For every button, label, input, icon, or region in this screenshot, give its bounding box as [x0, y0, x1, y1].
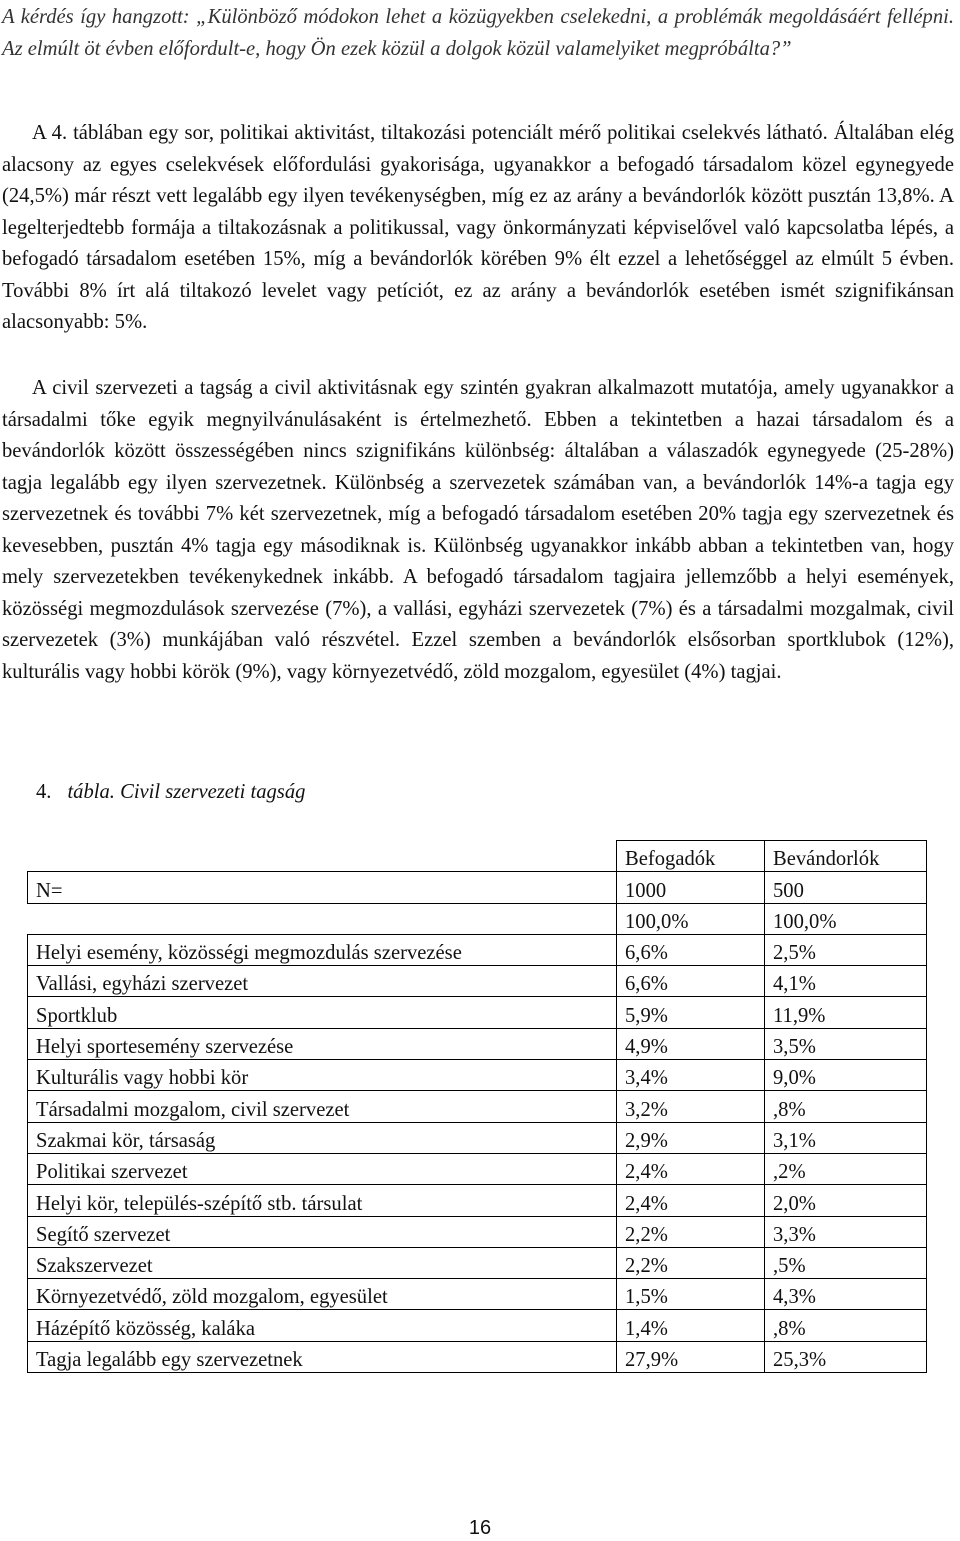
row-label: Szakmai kör, társaság [28, 1122, 617, 1153]
value-bevandorlok: 3,5% [765, 1028, 927, 1059]
table-caption-text: tábla. Civil szervezeti tagság [67, 781, 306, 803]
row-label: Szakszervezet [28, 1247, 617, 1278]
page-number: 16 [468, 1517, 492, 1539]
value-bevandorlok: 3,1% [765, 1122, 927, 1153]
table-row [28, 1091, 927, 1122]
value-befogadok: 2,2% [617, 1247, 765, 1278]
value-befogadok: 6,6% [617, 934, 765, 965]
table-row [28, 1216, 927, 1247]
row-label: Házépítő közösség, kaláka [28, 1310, 617, 1341]
table-row [28, 1341, 927, 1372]
table-row [28, 1153, 927, 1184]
value-bevandorlok: ,5% [765, 1247, 927, 1278]
value-bevandorlok: 2,5% [765, 934, 927, 965]
value-befogadok: 2,4% [617, 1185, 765, 1216]
value-befogadok: 2,4% [617, 1153, 765, 1184]
row-label: Tagja legalább egy szervezetnek [28, 1341, 617, 1372]
value-bevandorlok: ,2% [765, 1153, 927, 1184]
column-header-bevandorlok: Bevándorlók [765, 841, 927, 872]
row-label: Társadalmi mozgalom, civil szervezet [28, 1091, 617, 1122]
value-bevandorlok: ,8% [765, 1091, 927, 1122]
value-befogadok: 27,9% [617, 1341, 765, 1372]
civil-membership-table [27, 840, 927, 1373]
column-header-befogadok: Befogadók [617, 841, 765, 872]
table-row [28, 1122, 927, 1153]
table-corner-cell [28, 841, 617, 872]
value-befogadok: 6,6% [617, 966, 765, 997]
value-befogadok: 2,9% [617, 1122, 765, 1153]
table-row [28, 1247, 927, 1278]
value-bevandorlok: 25,3% [765, 1341, 927, 1372]
row-label-n: N= [28, 872, 617, 903]
row-label: Sportklub [28, 997, 617, 1028]
value-bevandorlok: 4,3% [765, 1279, 927, 1310]
table-row [28, 997, 927, 1028]
n-value-bevandorlok: 500 [765, 872, 927, 903]
value-bevandorlok: 9,0% [765, 1060, 927, 1091]
row-label: Helyi esemény, közösségi megmozdulás szervezése [28, 934, 617, 965]
row-label: Kulturális vagy hobbi kör [28, 1060, 617, 1091]
table-header-row [28, 841, 927, 872]
paragraph-political-activity: A 4. táblában egy sor, politikai aktivitást, tiltakozási potenciált mérő politikai cselekvés látható. Általában elég alacsony az egyes cselekvések előfordulási gyakorisága, ugyanakkor a befogadó társadalom közel egynegyede (24,5%) már részt vett legalább egy ilyen tevékenységben, míg ez az arány a bevándorlók között pusztán 13,8%. A legelterjedtebb formája a tiltakozásnak a politikussal, vagy önkormányzati képviselővel való kapcsolatba lépés, a befogadó társadalom esetében 15%, míg a bevándorlók körében 9% élt ezzel a lehetőséggel az elmúlt 5 évben. További 8% írt alá tiltakozó levelet vagy petíciót, ez az arány a bevándorlók esetében ismét szignifikánsan alacsonyabb: 5%. [2, 122, 954, 333]
value-bevandorlok: 11,9% [765, 997, 927, 1028]
paragraph-civil-membership: A civil szervezeti a tagság a civil aktivitásnak egy szintén gyakran alkalmazott mutatója, amely ugyanakkor a társadalmi tőke egyik megnyilvánulásaként is értelmezhető. Ebben a tekintetben a hazai társadalom és a bevándorlók között összességében nincs szignifikáns különbség: általában a válaszadók egynegyede (25-28%) tagja legalább egy ilyen szervezetnek. Különbség a szervezetek számában van, a bevándorlók 14%-a tagja egy szervezetnek és további 7% két szervezetnek, míg a befogadó társadalom esetében 20% tagja egy szervezetnek és kevesebben, pusztán 4% tagja egy másodiknak is. Különbség ugyanakkor inkább abban a tekintetben van, hogy mely szervezetekben tevékenykednek inkább. A befogadó társadalom tagjaira jellemzőbb a helyi események, közösségi megmozdulások szervezése (7%), a vallási, egyházi szervezetek (7%) és a társadalmi mozgalmak, civil szervezetek (3%) munkájában való részvétel. Ezzel szemben a bevándorlók elsősorban sportklubok (12%), kulturális vagy hobbi körök (9%), vagy környezetvédő, zöld mozgalom, egyesület (4%) tagjai. [2, 377, 954, 683]
table-row [28, 1028, 927, 1059]
pct-value-bevandorlok: 100,0% [765, 903, 927, 934]
table-row-n [28, 872, 927, 903]
table-row [28, 1310, 927, 1341]
value-befogadok: 4,9% [617, 1028, 765, 1059]
value-befogadok: 2,2% [617, 1216, 765, 1247]
table-row [28, 1279, 927, 1310]
question-text: A kérdés így hangzott: „Különböző módokon lehet a közügyekben cselekedni, a problémák megoldásáért fellépni. Az elmúlt öt évben előfordult-e, hogy Ön ezek közül a dolgok közül valamelyiket megpróbálta?” [2, 6, 954, 60]
table-row [28, 1060, 927, 1091]
value-befogadok: 1,4% [617, 1310, 765, 1341]
table-row [28, 934, 927, 965]
value-befogadok: 1,5% [617, 1279, 765, 1310]
table-caption [36, 781, 305, 804]
pct-value-befogadok: 100,0% [617, 903, 765, 934]
table-row-total-percent [28, 903, 927, 934]
value-befogadok: 3,2% [617, 1091, 765, 1122]
row-label: Vallási, egyházi szervezet [28, 966, 617, 997]
row-label: Helyi kör, település-szépítő stb. társulat [28, 1185, 617, 1216]
n-value-befogadok: 1000 [617, 872, 765, 903]
value-bevandorlok: 3,3% [765, 1216, 927, 1247]
value-befogadok: 5,9% [617, 997, 765, 1028]
row-label: Politikai szervezet [28, 1153, 617, 1184]
table-row [28, 966, 927, 997]
row-label-empty [28, 903, 617, 934]
row-label: Segítő szervezet [28, 1216, 617, 1247]
table-caption-number: 4. [36, 781, 52, 803]
table-row [28, 1185, 927, 1216]
value-befogadok: 3,4% [617, 1060, 765, 1091]
value-bevandorlok: ,8% [765, 1310, 927, 1341]
value-bevandorlok: 2,0% [765, 1185, 927, 1216]
value-bevandorlok: 4,1% [765, 966, 927, 997]
row-label: Környezetvédő, zöld mozgalom, egyesület [28, 1279, 617, 1310]
row-label: Helyi sportesemény szervezése [28, 1028, 617, 1059]
